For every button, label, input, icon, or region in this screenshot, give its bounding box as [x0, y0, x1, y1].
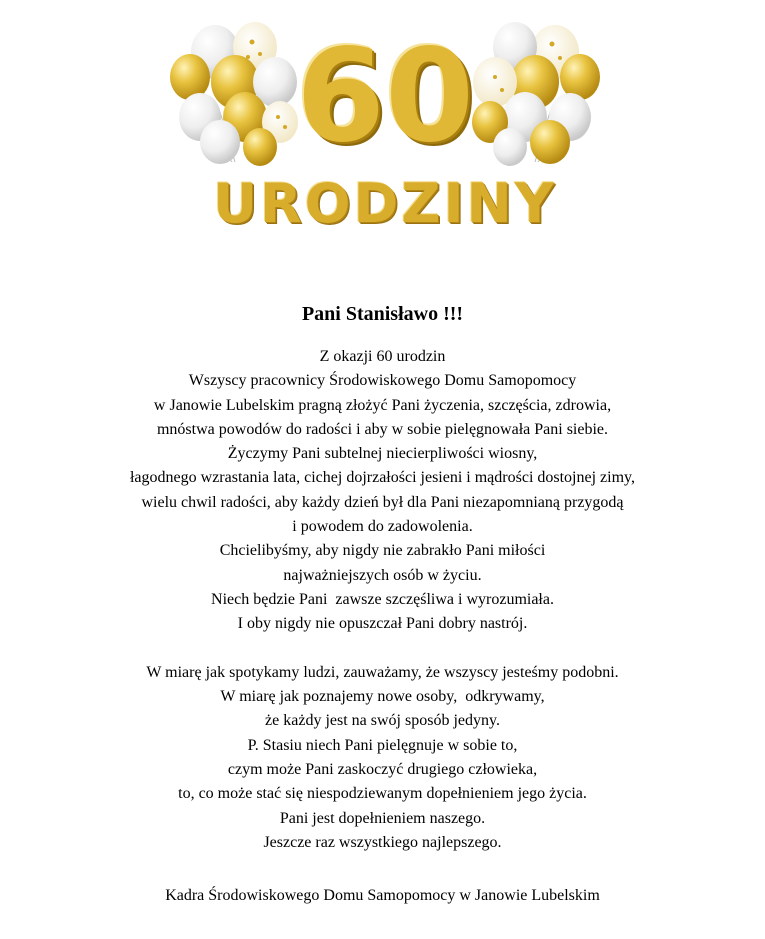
text-line: Z okazji 60 urodzin — [319, 348, 446, 365]
text-line: czym może Pani zaskoczyć drugiego człowieka, — [227, 761, 538, 779]
right-balloon-cluster — [472, 22, 600, 166]
text-line: to, co może stać się niespodziewanym dopełnieniem jego życia. — [178, 785, 587, 803]
urodziny-balloon-letters: URODZINY — [213, 172, 557, 235]
text-line: Pani jest dopełnieniem naszego. — [279, 809, 486, 827]
text-line: W miarę jak poznajemy nowe osoby, odkrywamy, — [220, 688, 545, 706]
number-balloon: 60 — [295, 22, 475, 171]
text-line: Wszyscy pracownicy Środowiskowego Domu Samopomocy — [188, 372, 577, 390]
text-line: W miarę jak spotykamy ludzi, zauważamy, że wszyscy jesteśmy podobni. — [146, 663, 619, 681]
text-line: Chcielibyśmy, aby nigdy nie zabrakło Pani miłości — [219, 542, 546, 560]
wishes-text — [0, 345, 765, 855]
text-line: Życzymy Pani subtelnej niecierpliwości wiosny, — [227, 445, 538, 463]
text-line: łagodnego wzrastania lata, cichej dojrzałości jesieni i mądrości dostojnej zimy, — [129, 469, 635, 487]
text-line: Jeszcze raz wszystkiego najlepszego. — [263, 833, 502, 851]
text-line: I oby nigdy nie opuszczał Pani dobry nastrój. — [237, 615, 528, 633]
text-line: i powodem do zadowolenia. — [292, 518, 473, 536]
text-line: że każdy jest na swój sposób jedyny. — [265, 712, 500, 730]
signature: Kadra Środowiskowego Domu Samopomocy w Janowie Lubelskim — [165, 887, 600, 904]
birthday-banner-image — [160, 22, 610, 252]
paragraph-gap — [0, 637, 765, 661]
text-line: P. Stasiu niech Pani pielęgnuje w sobie to, — [247, 736, 518, 754]
text-line: mnóstwa powodów do radości i aby w sobie pielęgnowała Pani siebie. — [156, 420, 609, 438]
text-line: najważniejszych osób w życiu. — [283, 566, 482, 584]
greeting-heading: Pani Stanisławo !!! — [301, 303, 464, 325]
text-line: Niech będzie Pani zawsze szczęśliwa i wyrozumiała. — [211, 590, 554, 608]
text-line: wielu chwil radości, aby każdy dzień był dla Pani niezapomnianą przygodą — [141, 493, 624, 511]
left-balloon-cluster — [170, 22, 298, 166]
text-line: w Janowie Lubelskim pragną złożyć Pani życzenia, szczęścia, zdrowia, — [153, 396, 612, 414]
